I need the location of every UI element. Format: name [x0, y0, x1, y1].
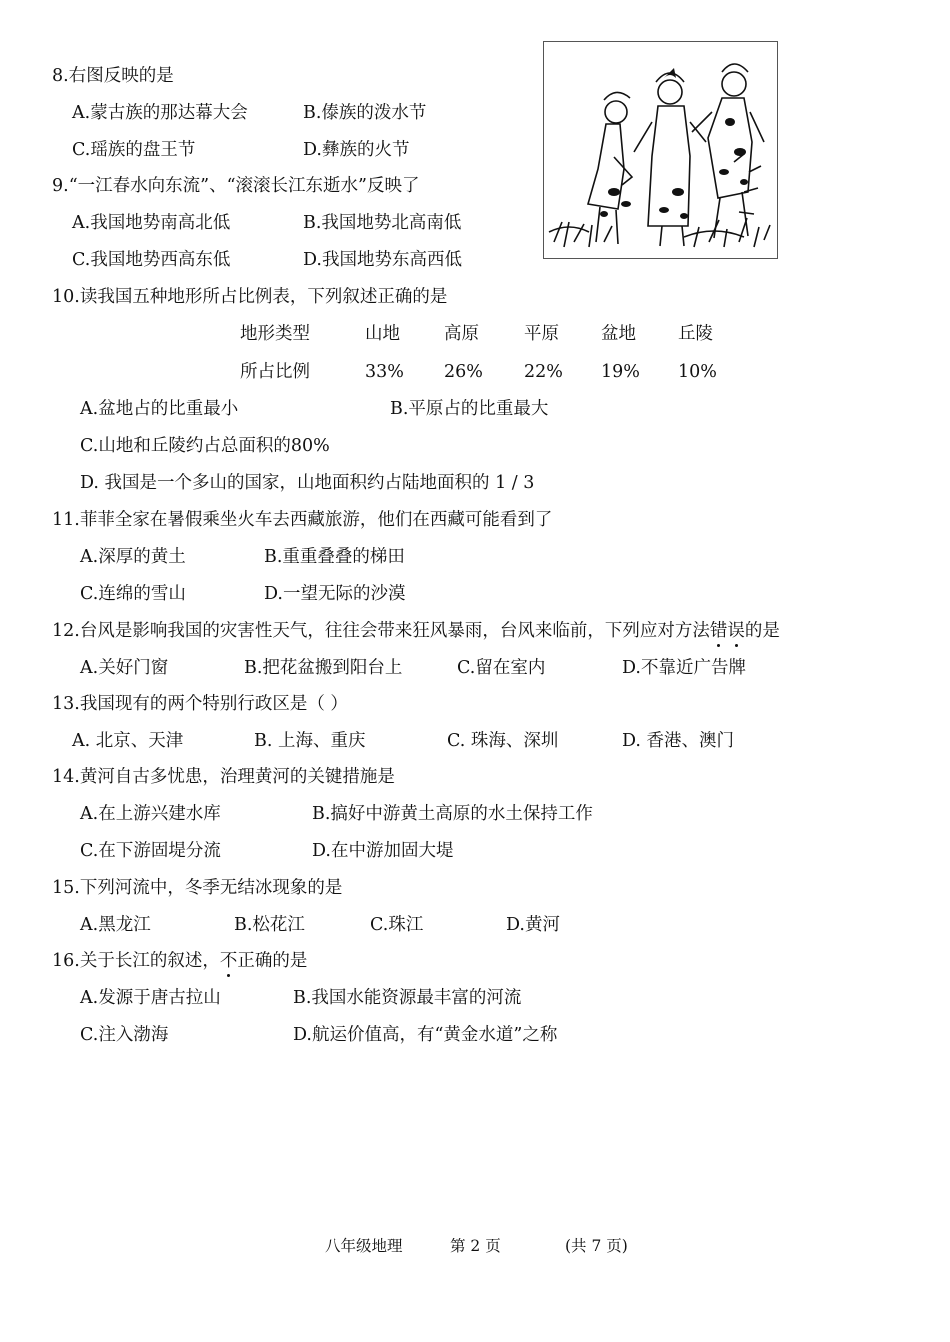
- q12-option-b: B.把花盆搬到阳台上: [244, 658, 403, 678]
- footer-subject: 八年级地理: [325, 1237, 403, 1255]
- q14-option-d: D.在中游加固大堤: [312, 841, 454, 861]
- q12-stem-tail: 的是: [744, 621, 780, 641]
- q12-stem: [52, 619, 780, 643]
- table-cell: 10%: [678, 362, 717, 382]
- q16-stem-tail: 正确的是: [237, 951, 308, 971]
- q10-stem: 10.读我国五种地形所占比例表，下列叙述正确的是: [52, 287, 448, 307]
- q13-option-d: D. 香港、澳门: [622, 731, 735, 751]
- q9-stem: 9.“一江春水向东流”、“滚滚长江东逝水”反映了: [52, 176, 420, 196]
- table-cell: 山地: [365, 324, 400, 344]
- table-row-label: 所占比例: [240, 362, 310, 382]
- q14-option-b: B.搞好中游黄土高原的水土保持工作: [312, 804, 593, 824]
- q14-option-c: C.在下游固堤分流: [80, 841, 221, 861]
- q11-option-a: A.深厚的黄土: [80, 547, 186, 567]
- table-cell: 高原: [444, 324, 479, 344]
- q8-option-b: B.傣族的泼水节: [303, 103, 427, 123]
- table-row-label: 地形类型: [240, 324, 310, 344]
- q16-option-a: A.发源于唐古拉山: [80, 988, 221, 1008]
- q15-option-d: D.黄河: [506, 915, 560, 935]
- q10-option-b: B.平原占的比重最大: [390, 399, 549, 419]
- q11-option-c: C.连绵的雪山: [80, 584, 186, 604]
- q11-stem: 11.菲菲全家在暑假乘坐火车去西藏旅游，他们在西藏可能看到了: [52, 510, 553, 530]
- q16-option-d: D.航运价值高，有“黄金水道”之称: [293, 1025, 558, 1045]
- q10-option-c: C.山地和丘陵约占总面积的80%: [80, 436, 330, 456]
- q16-option-c: C.注入渤海: [80, 1025, 169, 1045]
- q9-option-d: D.我国地势东高西低: [303, 250, 462, 270]
- q15-option-a: A.黑龙江: [80, 915, 151, 935]
- q13-option-c: C. 珠海、深圳: [447, 731, 559, 751]
- table-cell: 丘陵: [678, 324, 713, 344]
- q10-option-d: D. 我国是一个多山的国家，山地面积约占陆地面积的 1 / 3: [80, 473, 535, 493]
- table-cell: 33%: [365, 362, 404, 382]
- q14-option-a: A.在上游兴建水库: [80, 804, 221, 824]
- q15-stem: 15.下列河流中，冬季无结冰现象的是: [52, 878, 343, 898]
- festival-illustration: [543, 41, 778, 259]
- q14-stem: 14.黄河自古多忧患，治理黄河的关键措施是: [52, 767, 395, 787]
- q15-option-c: C.珠江: [370, 915, 424, 935]
- q8-option-a: A.蒙古族的那达幕大会: [72, 103, 248, 123]
- q16-emphasis-char: 不: [219, 951, 238, 971]
- q8-stem: 8.右图反映的是: [52, 66, 174, 86]
- q12-option-d: D.不靠近广告牌: [622, 658, 746, 678]
- q11-option-d: D.一望无际的沙漠: [264, 584, 406, 604]
- q12-option-c: C.留在室内: [457, 658, 546, 678]
- table-cell: 26%: [444, 362, 483, 382]
- q9-option-b: B.我国地势北高南低: [303, 213, 462, 233]
- q8-option-d: D.彝族的火节: [303, 140, 410, 160]
- q12-option-a: A.关好门窗: [80, 658, 169, 678]
- q13-option-b: B. 上海、重庆: [254, 731, 366, 751]
- q13-option-a: A. 北京、天津: [72, 731, 184, 751]
- festival-drawing: [544, 42, 777, 258]
- q16-stem-text: 16.关于长江的叙述，: [52, 951, 220, 971]
- table-cell: 平原: [524, 324, 559, 344]
- q16-option-b: B.我国水能资源最丰富的河流: [293, 988, 522, 1008]
- q11-option-b: B.重重叠叠的梯田: [264, 547, 405, 567]
- q13-stem: 13.我国现有的两个特别行政区是（ ）: [52, 694, 348, 714]
- footer-page-number: 第 2 页: [450, 1237, 501, 1255]
- q12-emphasis-char: 错: [709, 621, 728, 641]
- q12-emphasis-char: 误: [727, 621, 745, 641]
- table-cell: 盆地: [601, 324, 636, 344]
- q16-stem: [52, 949, 307, 973]
- footer-total-pages: (共 7 页): [565, 1237, 628, 1255]
- table-cell: 22%: [524, 362, 563, 382]
- q9-option-a: A.我国地势南高北低: [72, 213, 231, 233]
- q8-option-c: C.瑶族的盘王节: [72, 140, 196, 160]
- table-cell: 19%: [601, 362, 640, 382]
- q9-option-c: C.我国地势西高东低: [72, 250, 231, 270]
- q15-option-b: B.松花江: [234, 915, 305, 935]
- q12-stem-text: 12.台风是影响我国的灾害性天气，往往会带来狂风暴雨，台风来临前，下列应对方法: [52, 621, 710, 641]
- q10-option-a: A.盆地占的比重最小: [80, 399, 239, 419]
